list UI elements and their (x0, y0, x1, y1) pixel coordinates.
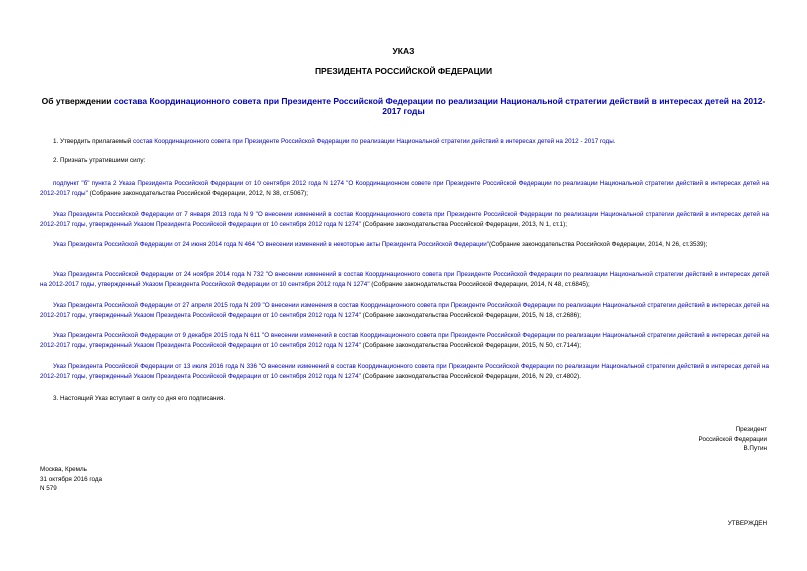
signature-title: Президент (735, 426, 767, 433)
repealed-item-2 (40, 210, 769, 229)
decree-number: N 579 (40, 485, 57, 492)
repealed-item-6 (40, 331, 769, 350)
repealed-item-1 (40, 179, 769, 198)
repealed-item-6-link[interactable]: Указ Президента Российской Федерации от 9 декабря 2015 года N 611 "О внесении изменений в состав Координационного совета при Президенте Российской Федерации по реализации Национальной стратегии действий в интересах детей на 2012-2017 годы, утвержденный Указом Президента Российской Федерации от 10 сентября 2012 года N 1274" (40, 332, 769, 349)
paragraph-3: 3. Настоящий Указ вступает в силу со дня его подписания. (53, 395, 226, 402)
place-date-block (40, 465, 102, 494)
repealed-item-5-source: (Собрание законодательства Российской Федерации, 2015, N 18, ст.2686); (360, 311, 582, 319)
repealed-item-4-link[interactable]: Указ Президента Российской Федерации от 24 ноября 2014 года N 732 "О внесении изменений в состав Координационного совета при Президенте Российской Федерации по реализации Национальной стратегии действий в интересах детей на 2012-2017 годы, утвержденный Указом Президента Российской Федерации от 10 сентября 2012 года N 1274" (40, 271, 769, 288)
repealed-item-1-link[interactable]: подпункт "б" пункта 2 Указа Президента Российской Федерации от 10 сентября 2012 года N 1274 "О Координационном совете при Президенте Российской Федерации по реализации Национальной стратегии действий в интересах детей на 2012-2017 годы" (40, 180, 769, 197)
decree-heading: УКАЗ (392, 46, 415, 56)
signature-block (699, 425, 767, 454)
repealed-item-4-source: (Собрание законодательства Российской Федерации, 2014, N 48, ст.6845); (369, 280, 590, 288)
repealed-item-3 (40, 240, 769, 250)
repealed-item-2-source: (Собрание законодательства Российской Федерации, 2013, N 1, ст.1); (360, 220, 568, 228)
document-title (40, 96, 767, 116)
paragraph-2: 2. Признать утратившими силу: (53, 157, 146, 164)
repealed-item-1-source: (Собрание законодательства Российской Федерации, 2012, N 38, ст.5067); (87, 189, 309, 197)
composition-link[interactable]: состав Координационного совета при Президенте Российской Федерации по реализации Национальной стратегии действий в интересах детей на 2012 - 2017 годы (133, 138, 614, 145)
paragraph-1 (40, 137, 769, 147)
repealed-item-2-link[interactable]: Указ Президента Российской Федерации от 7 января 2013 года N 9 "О внесении изменений в состав Координационного совета при Президенте Российской Федерации по реализации Национальной стратегии действий в интересах детей на 2012-2017 годы, утвержденный Указом Президента Российской Федерации от 10 сентября 2012 года N 1274" (40, 211, 769, 228)
repealed-item-5-link[interactable]: Указ Президента Российской Федерации от 27 апреля 2015 года N 209 "О внесении изменения в состав Координационного совета при Президенте Российской Федерации по реализации Национальной стратегии действий в интересах детей на 2012-2017 годы, утвержденный Указом Президента Российской Федерации от 10 сентября 2012 года N 1274" (40, 302, 769, 319)
issuer-heading: ПРЕЗИДЕНТА РОССИЙСКОЙ ФЕДЕРАЦИИ (314, 66, 493, 76)
paragraph-1-suffix: . (613, 138, 616, 145)
repealed-item-3-link[interactable]: Указ Президента Российской Федерации от 24 июня 2014 года N 464 "О внесении изменений в некоторые акты Президента Российской Федерации" (53, 241, 489, 248)
repealed-item-7 (40, 362, 769, 381)
repealed-item-4 (40, 270, 769, 289)
repealed-item-6-source: (Собрание законодательства Российской Федерации, 2015, N 50, ст.7144); (360, 341, 582, 349)
repealed-item-3-source: (Собрание законодательства Российской Федерации, 2014, N 26, ст.3539); (488, 241, 708, 248)
signature-name: В.Путин (743, 445, 767, 452)
title-link[interactable]: состава Координационного совета при Президенте Российской Федерации по реализации Национальной стратегии действий в интересах детей на 2012-2017 годы (113, 96, 766, 116)
repealed-item-5 (40, 301, 769, 320)
signing-place: Москва, Кремль (40, 466, 87, 473)
title-prefix: Об утверждении (41, 96, 114, 106)
signature-country: Российской Федерации (698, 435, 767, 443)
signing-date: 31 октября 2016 года (40, 475, 103, 483)
repealed-item-7-link[interactable]: Указ Президента Российской Федерации от 13 июля 2016 года N 336 "О внесении изменений в состав Координационного совета при Президенте Российской Федерации по реализации Национальной стратегии действий в интересах детей на 2012-2017 годы, утвержденный Указом Президента Российской Федерации от 10 сентября 2012 года N 1274" (40, 363, 769, 380)
repealed-item-7-source: (Собрание законодательства Российской Федерации, 2016, N 29, ст.4802). (360, 372, 582, 380)
approved-label: УТВЕРЖДЕН (727, 520, 767, 527)
paragraph-1-prefix: 1. Утвердить прилагаемый (53, 138, 134, 145)
